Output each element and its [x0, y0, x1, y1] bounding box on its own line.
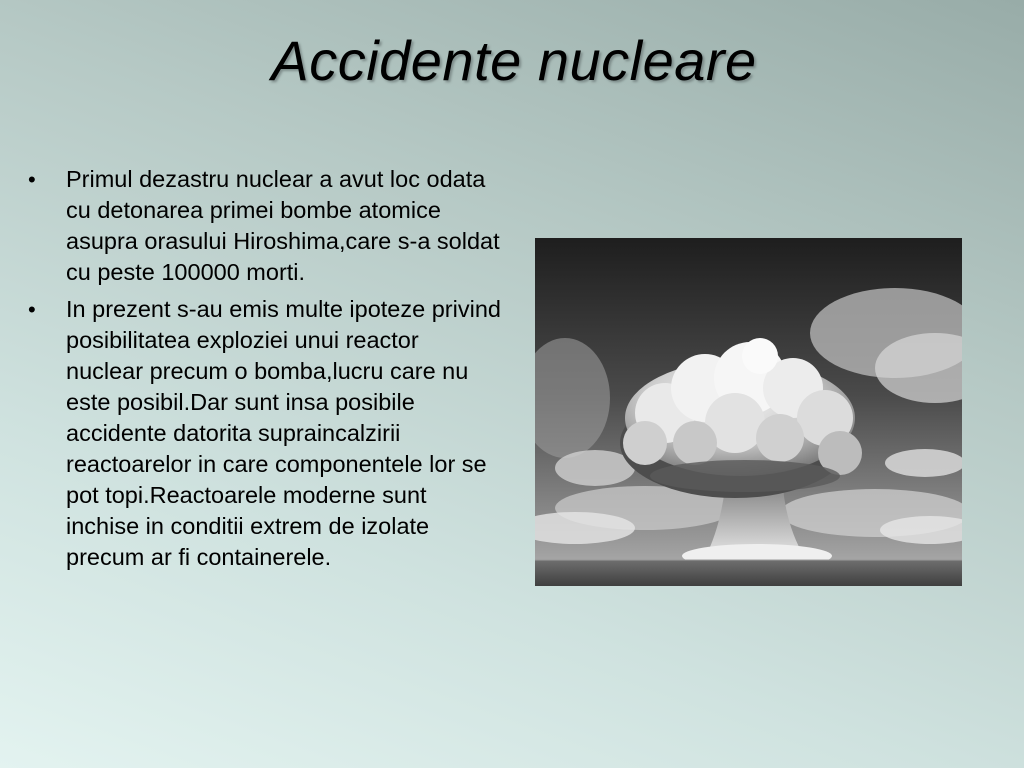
- slide-title: [0, 28, 1024, 93]
- bullet-text: In prezent s-au emis multe ipoteze privind posibilitatea exploziei unui reactor nuclear precum o bomba,lucru care nu este posibil.Dar sunt insa posibile accidente datorita supraincalzirii reactoarelor in care componentele lor se pot topi.Reactoarele moderne sunt inchise in conditii extrem de izolate precum ar fi containerele.: [66, 296, 501, 570]
- bullet-item: [22, 294, 502, 573]
- bullet-list: [22, 164, 502, 579]
- bullet-dot-icon: •: [28, 297, 36, 322]
- bullet-text: Primul dezastru nuclear a avut loc odata cu detonarea primei bombe atomice asupra orasului Hiroshima,care s-a soldat cu peste 100000 morti.: [66, 166, 500, 285]
- slide-title-text: Accidente nucleare: [271, 29, 757, 92]
- mushroom-cloud-photo: [535, 238, 962, 586]
- mushroom-cloud-image: [535, 238, 962, 586]
- bullet-dot-icon: •: [28, 167, 36, 192]
- bullet-item: [22, 164, 502, 288]
